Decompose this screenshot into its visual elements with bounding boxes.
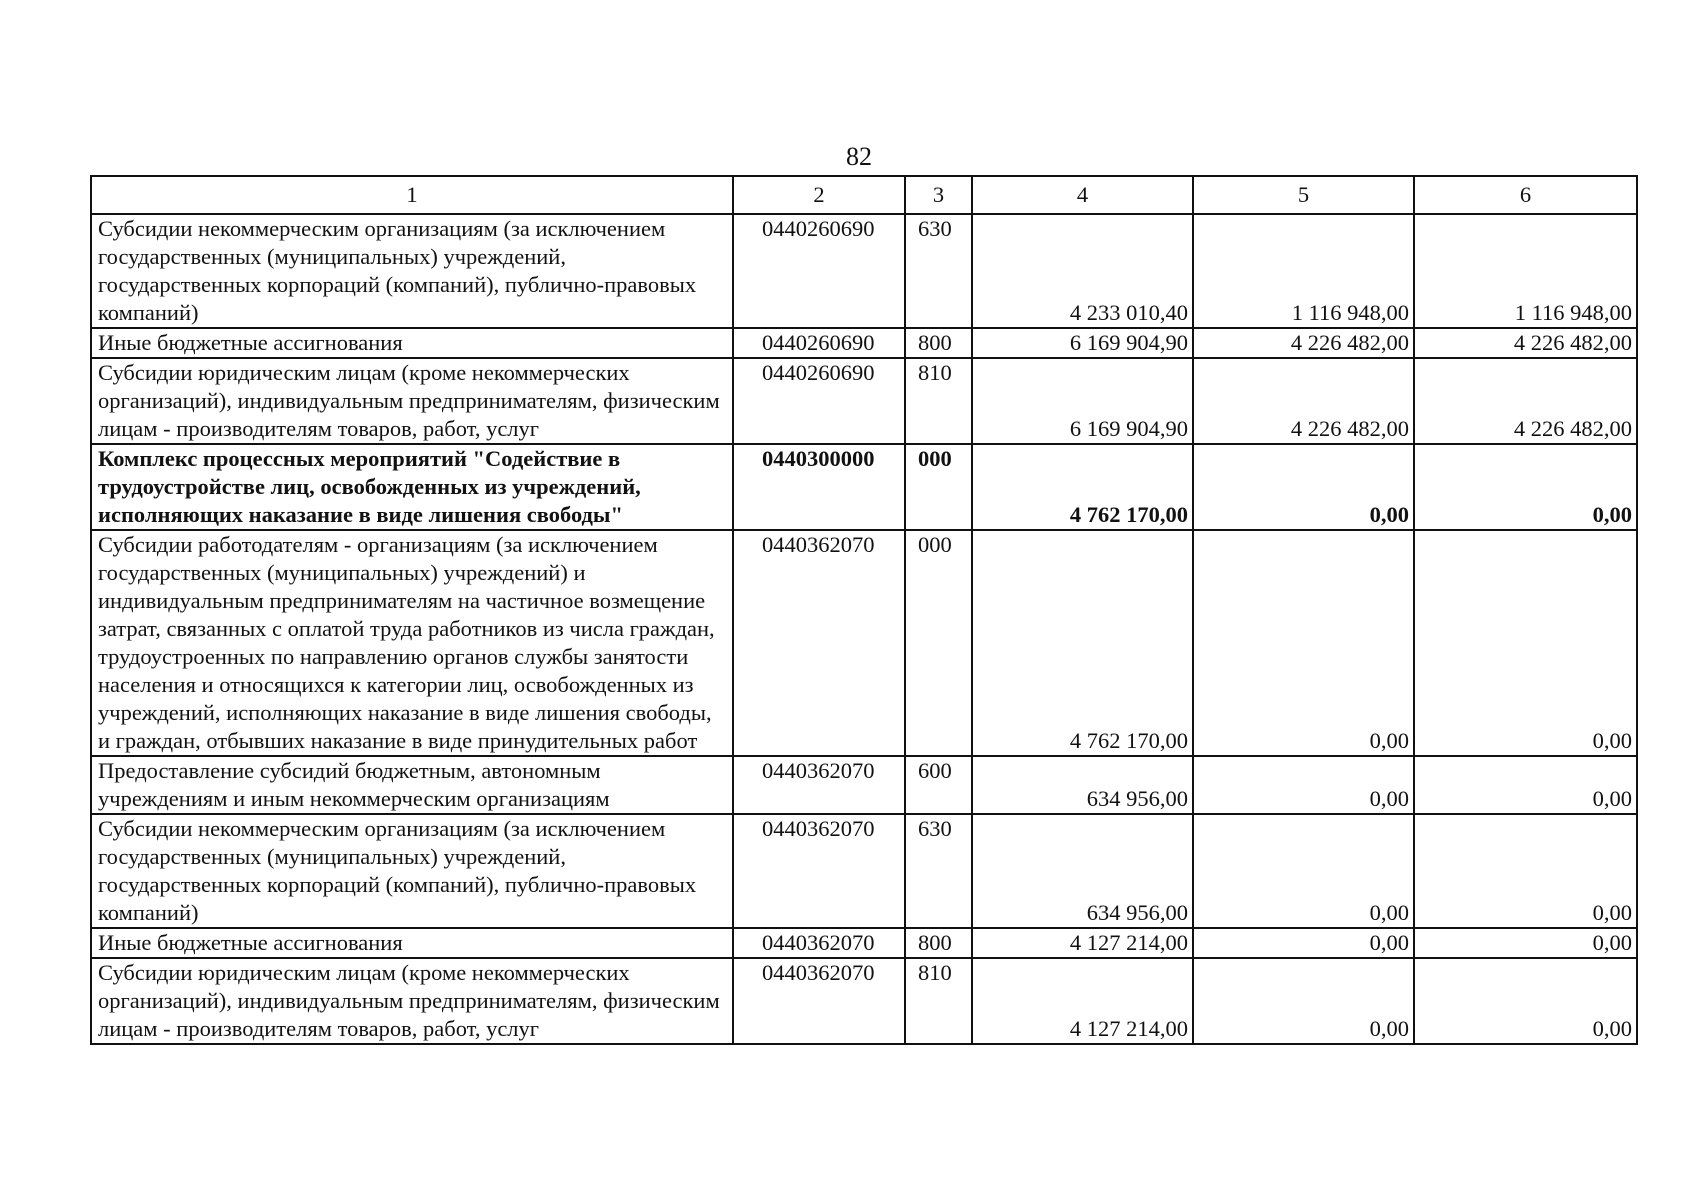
row-amount-col5: 0,00 — [1193, 958, 1414, 1044]
row-amount-col4: 4 762 170,00 — [972, 530, 1193, 756]
table-row — [91, 328, 1637, 358]
row-amount-col6: 0,00 — [1414, 756, 1637, 814]
row-amount-col5: 1 116 948,00 — [1193, 214, 1414, 328]
row-name: Иные бюджетные ассигнования — [91, 328, 733, 358]
row-target-code: 0440362070 — [733, 928, 905, 958]
budget-table — [90, 175, 1638, 1045]
header-cell-4: 4 — [972, 176, 1193, 214]
row-amount-col4: 6 169 904,90 — [972, 358, 1193, 444]
row-amount-col6: 0,00 — [1414, 928, 1637, 958]
row-amount-col4: 634 956,00 — [972, 756, 1193, 814]
table-row — [91, 756, 1637, 814]
table-header-row — [91, 176, 1637, 214]
row-amount-col6: 1 116 948,00 — [1414, 214, 1637, 328]
header-cell-6: 6 — [1414, 176, 1637, 214]
table-row — [91, 958, 1637, 1044]
row-name: Предоставление субсидий бюджетным, автономным учреждениям и иным некоммерческим организациям — [91, 756, 733, 814]
row-name: Комплекс процессных мероприятий "Содействие в трудоустройстве лиц, освобожденных из учреждений, исполняющих наказание в виде лишения свободы" — [91, 444, 733, 530]
page-number: 82 — [846, 142, 872, 171]
row-expense-type: 600 — [905, 756, 972, 814]
row-target-code: 0440362070 — [733, 756, 905, 814]
row-expense-type: 000 — [905, 444, 972, 530]
row-name: Субсидии юридическим лицам (кроме некоммерческих организаций), индивидуальным предпринимателям, физическим лицам - производителям товаров, работ, услуг — [91, 358, 733, 444]
header-cell-3: 3 — [905, 176, 972, 214]
row-name: Субсидии работодателям - организациям (за исключением государственных (муниципальных) учреждений) и индивидуальным предпринимателям на частичное возмещение затрат, связанных с оплатой труда работников из числа граждан, трудоустроенных по направлению органов службы занятости населения и относящихся к категории лиц, освобожденных из учреждений, исполняющих наказание в виде лишения свободы, и граждан, отбывших наказание в виде принудительных работ — [91, 530, 733, 756]
row-amount-col5: 0,00 — [1193, 814, 1414, 928]
header-cell-5: 5 — [1193, 176, 1414, 214]
row-amount-col6: 0,00 — [1414, 958, 1637, 1044]
row-amount-col6: 0,00 — [1414, 444, 1637, 530]
row-expense-type: 800 — [905, 328, 972, 358]
row-target-code: 0440362070 — [733, 814, 905, 928]
row-expense-type: 630 — [905, 214, 972, 328]
row-target-code: 0440362070 — [733, 958, 905, 1044]
row-amount-col6: 0,00 — [1414, 530, 1637, 756]
row-amount-col4: 4 233 010,40 — [972, 214, 1193, 328]
row-amount-col6: 0,00 — [1414, 814, 1637, 928]
table-row — [91, 358, 1637, 444]
header-cell-1: 1 — [91, 176, 733, 214]
table-row — [91, 814, 1637, 928]
table-row — [91, 530, 1637, 756]
row-amount-col4: 4 127 214,00 — [972, 958, 1193, 1044]
row-expense-type: 000 — [905, 530, 972, 756]
header-cell-2: 2 — [733, 176, 905, 214]
table-row — [91, 214, 1637, 328]
row-amount-col4: 4 762 170,00 — [972, 444, 1193, 530]
row-expense-type: 800 — [905, 928, 972, 958]
row-name: Иные бюджетные ассигнования — [91, 928, 733, 958]
row-target-code: 0440260690 — [733, 214, 905, 328]
row-amount-col5: 0,00 — [1193, 928, 1414, 958]
table-row-bold — [91, 444, 1637, 530]
row-expense-type: 630 — [905, 814, 972, 928]
row-target-code: 0440260690 — [733, 358, 905, 444]
row-target-code: 0440260690 — [733, 328, 905, 358]
row-amount-col4: 634 956,00 — [972, 814, 1193, 928]
row-name: Субсидии некоммерческим организациям (за исключением государственных (муниципальных) учреждений, государственных корпораций (компаний), публично-правовых компаний) — [91, 214, 733, 328]
row-expense-type: 810 — [905, 358, 972, 444]
row-target-code: 0440300000 — [733, 444, 905, 530]
row-target-code: 0440362070 — [733, 530, 905, 756]
row-amount-col5: 4 226 482,00 — [1193, 358, 1414, 444]
row-amount-col6: 4 226 482,00 — [1414, 328, 1637, 358]
row-amount-col4: 6 169 904,90 — [972, 328, 1193, 358]
row-amount-col5: 0,00 — [1193, 756, 1414, 814]
row-amount-col5: 0,00 — [1193, 530, 1414, 756]
row-name: Субсидии юридическим лицам (кроме некоммерческих организаций), индивидуальным предпринимателям, физическим лицам - производителям товаров, работ, услуг — [91, 958, 733, 1044]
row-expense-type: 810 — [905, 958, 972, 1044]
row-amount-col5: 0,00 — [1193, 444, 1414, 530]
row-amount-col5: 4 226 482,00 — [1193, 328, 1414, 358]
row-amount-col6: 4 226 482,00 — [1414, 358, 1637, 444]
row-amount-col4: 4 127 214,00 — [972, 928, 1193, 958]
table-row — [91, 928, 1637, 958]
row-name: Субсидии некоммерческим организациям (за исключением государственных (муниципальных) учреждений, государственных корпораций (компаний), публично-правовых компаний) — [91, 814, 733, 928]
